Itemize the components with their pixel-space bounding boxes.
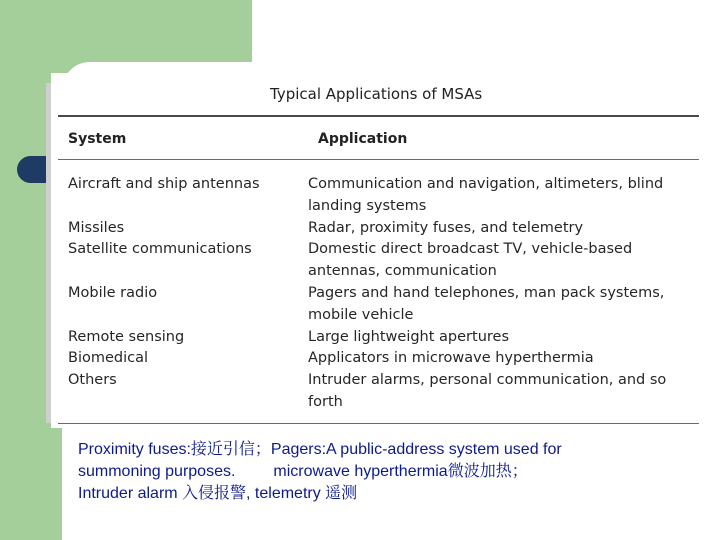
table-row xyxy=(58,218,699,240)
system-text: Remote sensing xyxy=(68,328,185,345)
table-row xyxy=(58,239,699,283)
application-text: mobile vehicle xyxy=(308,306,414,323)
figure-title: Typical Applications of MSAs xyxy=(270,85,483,103)
system-text xyxy=(68,261,308,283)
table-row xyxy=(58,283,699,327)
application-text: Domestic direct broadcast TV, vehicle-based xyxy=(308,241,633,258)
caption-line-2a: summoning purposes. xyxy=(78,463,236,480)
system-text: Biomedical xyxy=(68,350,149,367)
caption-line-2 xyxy=(78,461,708,483)
application-cell xyxy=(308,348,699,370)
system-text: Missiles xyxy=(68,219,125,236)
table-row xyxy=(58,327,699,349)
table-row xyxy=(58,174,699,218)
application-cell xyxy=(308,370,699,414)
application-text: Pagers and hand telephones, man pack systems, xyxy=(308,284,665,301)
application-text: Communication and navigation, altimeters, blind xyxy=(308,176,664,192)
system-text: Others xyxy=(68,372,117,389)
application-cell xyxy=(308,174,699,218)
system-cell xyxy=(58,174,308,218)
application-text: landing systems xyxy=(308,197,427,214)
application-text: antennas, communication xyxy=(308,263,497,280)
application-text: Radar, proximity fuses, and telemetry xyxy=(308,219,584,236)
column-header-application: Application xyxy=(318,131,408,147)
application-cell xyxy=(308,283,699,327)
system-cell xyxy=(58,239,308,283)
system-text xyxy=(68,196,308,218)
system-text xyxy=(68,305,308,327)
application-cell xyxy=(308,218,699,240)
caption xyxy=(78,439,708,505)
system-cell xyxy=(58,218,308,240)
application-text: forth xyxy=(308,393,343,410)
table-body xyxy=(58,174,699,414)
caption-line-1: Proximity fuses:接近引信；Pagers:A public-address system used for xyxy=(78,441,562,458)
application-cell xyxy=(308,239,699,283)
system-cell xyxy=(58,327,308,349)
table-row xyxy=(58,348,699,370)
system-text: Satellite communications xyxy=(68,241,252,258)
application-text: Large lightweight apertures xyxy=(308,328,510,345)
system-text: Aircraft and ship antennas xyxy=(68,176,260,192)
application-cell xyxy=(308,327,699,349)
system-cell xyxy=(58,283,308,327)
caption-line-3: Intruder alarm 入侵报警, telemetry 遥测 xyxy=(78,485,358,502)
application-text: Applicators in microwave hyperthermia xyxy=(308,350,594,367)
caption-line-2b: microwave hyperthermia微波加热； xyxy=(273,463,528,480)
system-text xyxy=(68,392,308,414)
applications-table xyxy=(58,115,699,424)
column-header-system: System xyxy=(68,131,127,147)
system-text: Mobile radio xyxy=(68,284,158,301)
header-divider xyxy=(58,159,699,160)
system-cell xyxy=(58,348,308,370)
msa-applications-figure xyxy=(51,73,711,428)
system-cell xyxy=(58,370,308,414)
table-row xyxy=(58,370,699,414)
application-text: Intruder alarms, personal communication, and so xyxy=(308,372,667,389)
